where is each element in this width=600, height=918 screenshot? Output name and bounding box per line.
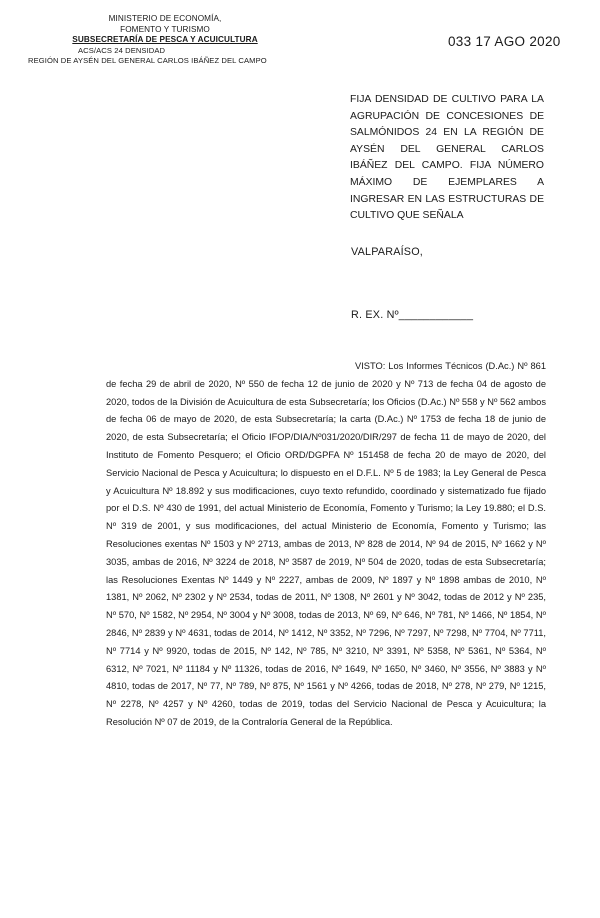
subsecretaria-name: SUBSECRETARÍA DE PESCA Y ACUICULTURA bbox=[72, 35, 258, 44]
resolution-subject: FIJA DENSIDAD DE CULTIVO PARA LA AGRUPACIÓN DE CONCESIONES DE SALMÓNIDOS 24 EN LA REGIÓN DE AYSÉN DEL GENERAL CARLOS IBÁÑEZ DEL CAMPO. FIJA NÚMERO MÁXIMO DE EJEMPLARES A INGRESAR EN LAS ESTRUCTURAS DE CULTIVO QUE SEÑALA bbox=[350, 94, 544, 222]
resolution-exenta-number: R. EX. Nº____________ bbox=[351, 309, 474, 321]
resolution-number-date-stamp: 033 17 AGO 2020 bbox=[448, 34, 561, 49]
region-reference: REGIÓN DE AYSÉN DEL GENERAL CARLOS IBÁÑEZ DEL CAMPO bbox=[28, 56, 267, 65]
letterhead bbox=[28, 14, 280, 67]
visto-paragraph: VISTO: Los Informes Técnicos (D.Ac.) Nº 861 de fecha 29 de abril de 2020, Nº 550 de fecha 12 de junio de 2020 y Nº 713 de fecha 04 de agosto de 2020, todos de la División de Acuicultura de esta Subsecretaría; los Oficios (D.Ac.) Nº 558 y Nº 562 ambos de fecha 06 de mayo de 2020, de esta Subsecretaría; la carta (D.Ac.) Nº 1753 de fecha 18 de junio de 2020, de esta Subsecretaría; el Oficio IFOP/DIA/Nº031/2020/DIR/297 de fecha 11 de mayo de 2020, del Instituto de Fomento Pesquero; el Oficio ORD/DGPFA Nº 151458 de fecha 20 de mayo de 2020, del Servicio Nacional de Pesca y Acuicultura; lo dispuesto en el D.F.L. Nº 5 de 1983; la Ley General de Pesca y Acuicultura Nº 18.892 y sus modificaciones, cuyo texto refundido, coordinado y sistematizado fue fijado por el D.S. Nº 430 de 1991, del actual Ministerio de Economía, Fomento y Turismo; la Ley 19.880; el D.S. Nº 319 de 2001, y sus modificaciones, del actual Ministerio de Economía, Fomento y Turismo; las Resoluciones exentas Nº 1503 y Nº 2713, ambas de 2013, Nº 828 de 2014, Nº 94 de 2015, Nº 1662 y Nº 3035, ambas de 2016, Nº 3224 de 2018, Nº 3587 de 2019, Nº 504 de 2020, todas de esta Subsecretaría; las Resoluciones Exentas Nº 1449 y Nº 2227, ambas de 2009, Nº 1897 y Nº 1898 ambas de 2010, Nº 1381, Nº 2062, Nº 2302 y Nº 2534, todas de 2011, Nº 1308, Nº 2601 y Nº 3042, todas de 2012 y Nº 235, Nº 570, Nº 1582, Nº 2954, Nº 3004 y Nº 3008, todas de 2013, Nº 69, Nº 646, Nº 781, Nº 1466, Nº 1854, Nº 2846, Nº 2839 y Nº 4631, todas de 2014, Nº 1412, Nº 3352, Nº 7296, Nº 7297, Nº 7298, Nº 7704, Nº 7711, Nº 7714 y Nº 9920, todas de 2015, Nº 142, Nº 785, Nº 3210, Nº 3391, Nº 5358, Nº 5361, Nº 5364, Nº 6312, Nº 7021, Nº 11184 y Nº 11326, todas de 2016, Nº 1649, Nº 1650, Nº 3460, Nº 3556, Nº 3883 y Nº 4810, todas de 2017, Nº 77, Nº 789, Nº 875, Nº 1561 y Nº 4266, todas de 2018, Nº 278, Nº 279, Nº 1215, Nº 2278, Nº 4257 y Nº 4260, todas de 2019, todas del Servicio Nacional de Pesca y Acuicultura; la Resolución Nº 07 de 2019, de la Contraloría General de la República. bbox=[106, 361, 546, 727]
ministry-name: MINISTERIO DE ECONOMÍA, bbox=[108, 14, 222, 23]
agrupacion-reference: ACS/ACS 24 DENSIDAD bbox=[78, 45, 166, 55]
ministry-name-line2: FOMENTO Y TURISMO bbox=[120, 24, 210, 34]
place-of-issue: VALPARAÍSO, bbox=[351, 246, 424, 258]
